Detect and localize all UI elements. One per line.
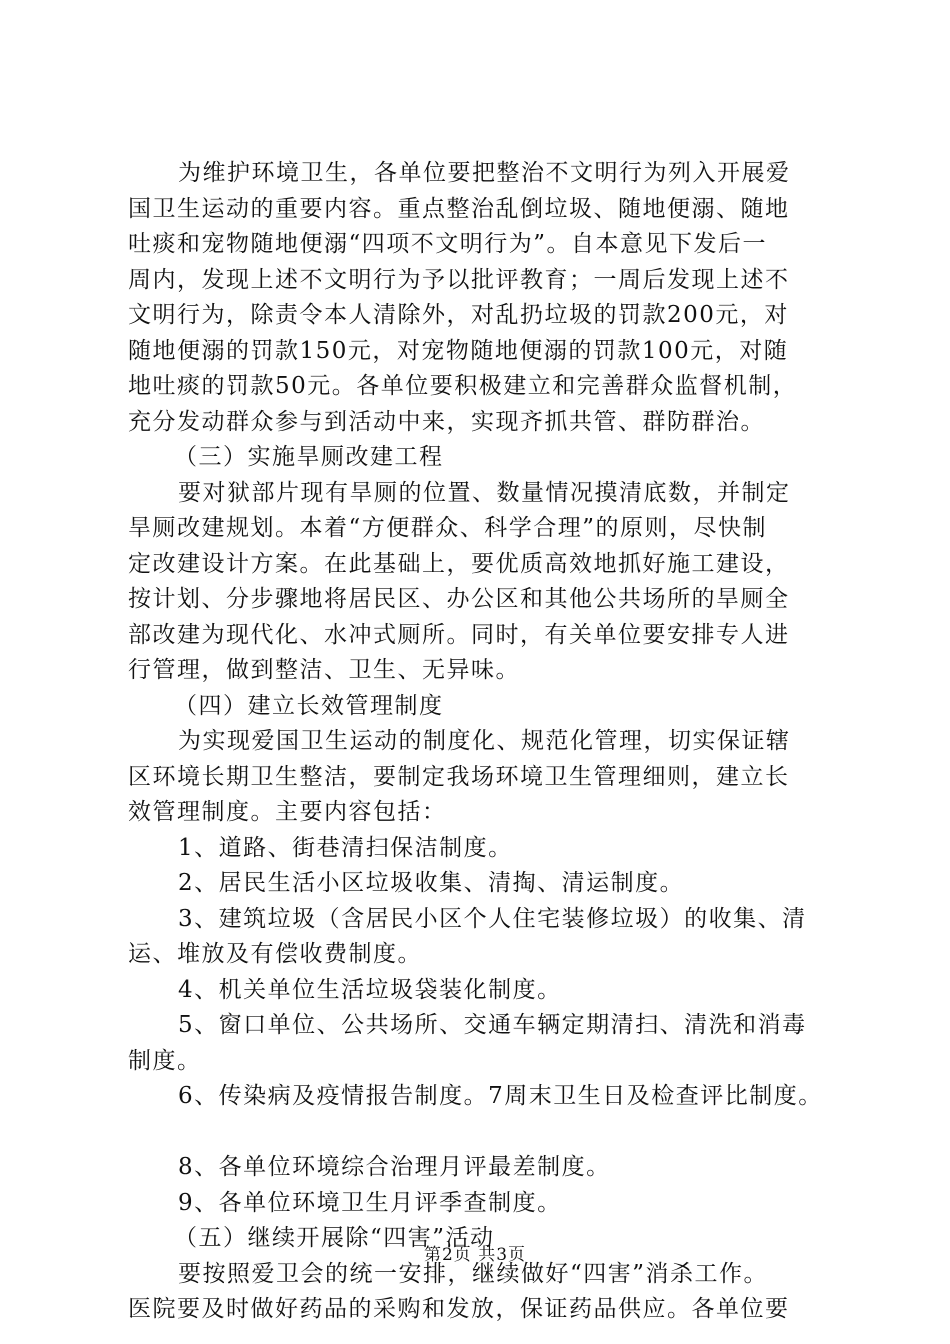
- blank-line: [128, 1115, 828, 1151]
- list-item: 6、传染病及疫情报告制度。7周末卫生日及检查评比制度。: [178, 1083, 823, 1109]
- list-item-continuation: 运、堆放及有偿收费制度。: [128, 941, 422, 967]
- paragraph-line: 要对狱部片现有旱厕的位置、数量情况摸清底数，并制定: [178, 479, 791, 506]
- paragraph-line: 为实现爱国卫生运动的制度化、规范化管理，切实保证辖: [178, 728, 791, 754]
- paragraph-line: 要按照爱卫会的统一安排，继续做好“四害”消杀工作。: [178, 1260, 769, 1287]
- list-item: 8、各单位环境综合治理月评最差制度。: [178, 1154, 611, 1180]
- paragraph-line: 周内，发现上述不文明行为予以批评教育；一周后发现上述不: [128, 266, 790, 293]
- list-item: 9、各单位环境卫生月评季查制度。: [178, 1189, 562, 1216]
- paragraph-line: 效管理制度。主要内容包括：: [128, 799, 447, 825]
- paragraph-line: 旱厕改建规划。本着“方便群众、科学合理”的原则，尽快制: [128, 515, 768, 541]
- section-heading: （四）建立长效管理制度: [174, 692, 444, 719]
- paragraph-line: 为维护环境卫生，各单位要把整治不文明行为列入开展爱: [178, 160, 791, 186]
- paragraph-line: 医院要及时做好药品的采购和发放，保证药品供应。各单位要: [128, 1296, 790, 1322]
- document-body: [128, 156, 828, 1328]
- section-heading: （三）实施旱厕改建工程: [174, 444, 444, 470]
- paragraph-line: 国卫生运动的重要内容。重点整治乱倒垃圾、随地便溺、随地: [128, 195, 790, 222]
- list-item: 5、窗口单位、公共场所、交通车辆定期清扫、清洗和消毒: [178, 1012, 807, 1038]
- list-item: 2、居民生活小区垃圾收集、清掏、清运制度。: [178, 870, 685, 896]
- paragraph-line: 吐痰和宠物随地便溺“四项不文明行为”。自本意见下发后一: [128, 231, 768, 257]
- list-item: 1、道路、街巷清扫保洁制度。: [178, 834, 513, 861]
- paragraph-line: 按计划、分步骤地将居民区、办公区和其他公共场所的旱厕全: [128, 586, 790, 612]
- section-heading: （五）继续开展除“四害”活动: [174, 1225, 495, 1251]
- paragraph-line: 随地便溺的罚款150元，对宠物随地便溺的罚款100元，对随: [128, 337, 789, 364]
- paragraph-line: 文明行为，除责令本人清除外，对乱扔垃圾的罚款200元，对: [128, 302, 789, 328]
- list-item: 4、机关单位生活垃圾袋装化制度。: [178, 976, 562, 1003]
- list-item-continuation: 制度。: [128, 1047, 202, 1074]
- list-item: 3、建筑垃圾（含居民小区个人住宅装修垃圾）的收集、清: [178, 905, 807, 932]
- paragraph-line: 地吐痰的罚款50元。各单位要积极建立和完善群众监督机制，: [128, 373, 798, 399]
- paragraph-line: 充分发动群众参与到活动中来，实现齐抓共管、群防群治。: [128, 408, 765, 435]
- paragraph-line: 行管理，做到整洁、卫生、无异味。: [128, 657, 520, 683]
- paragraph-line: 定改建设计方案。在此基础上，要优质高效地抓好施工建设，: [128, 550, 790, 577]
- paragraph-line: 部改建为现代化、水冲式厕所。同时，有关单位要安排专人进: [128, 621, 790, 648]
- page-footer: 第2页 共3页: [423, 1245, 527, 1265]
- paragraph-line: 区环境长期卫生整洁，要制定我场环境卫生管理细则，建立长: [128, 763, 790, 790]
